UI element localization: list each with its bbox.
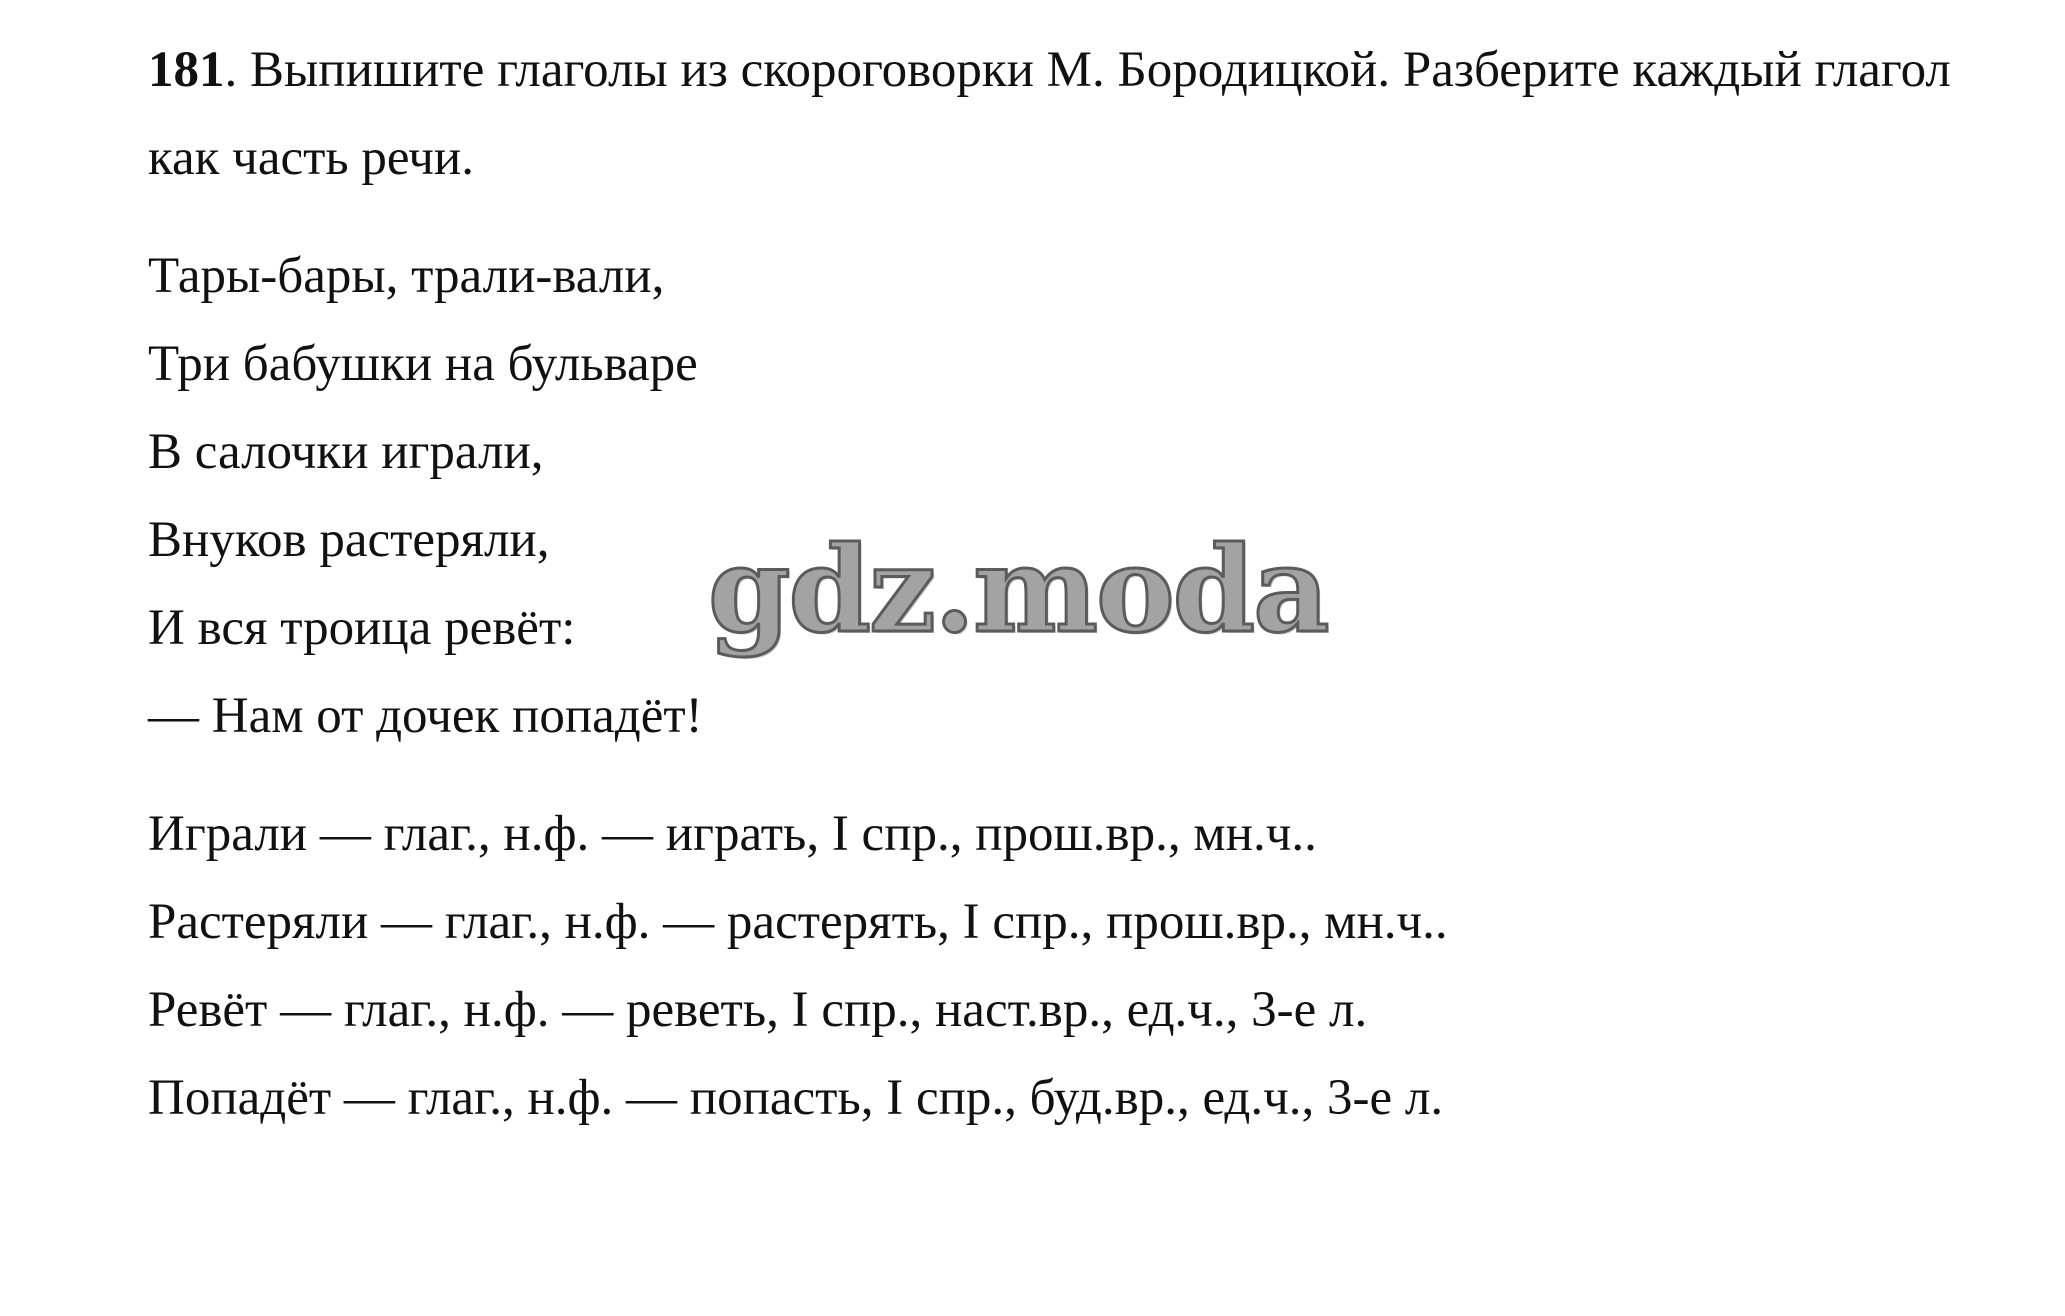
poem-line: И вся троица ревёт: xyxy=(148,600,576,656)
poem-line: В салочки играли, xyxy=(148,424,544,480)
verb-analysis-line: Играли — глаг., н.ф. — играть, I спр., прош.вр., мн.ч.. xyxy=(148,806,1317,862)
verb-analysis-line: Попадёт — глаг., н.ф. — попасть, I спр., буд.вр., ед.ч., 3-е л. xyxy=(148,1070,1444,1126)
verb-analysis xyxy=(148,790,1448,1142)
verb-analysis-line: Растеряли — глаг., н.ф. — растерять, I спр., прош.вр., мн.ч.. xyxy=(148,894,1448,950)
poem-line: Три бабушки на бульваре xyxy=(148,336,698,392)
watermark: gdz.moda xyxy=(708,520,1328,659)
verb-analysis-line: Ревёт — глаг., н.ф. — реветь, I спр., наст.вр., ед.ч., 3-е л. xyxy=(148,982,1368,1038)
task-text: . Выпишите глаголы из скороговорки М. Бородицкой. Разберите каждый глагол как часть речи. xyxy=(148,42,1951,186)
poem-line: — Нам от дочек попадёт! xyxy=(148,688,703,744)
poem xyxy=(148,232,703,760)
poem-line: Внуков растеряли, xyxy=(148,512,550,568)
poem-line: Тары-бары, трали-вали, xyxy=(148,248,665,304)
task-statement xyxy=(148,26,1968,202)
task-number: 181 xyxy=(148,42,225,98)
